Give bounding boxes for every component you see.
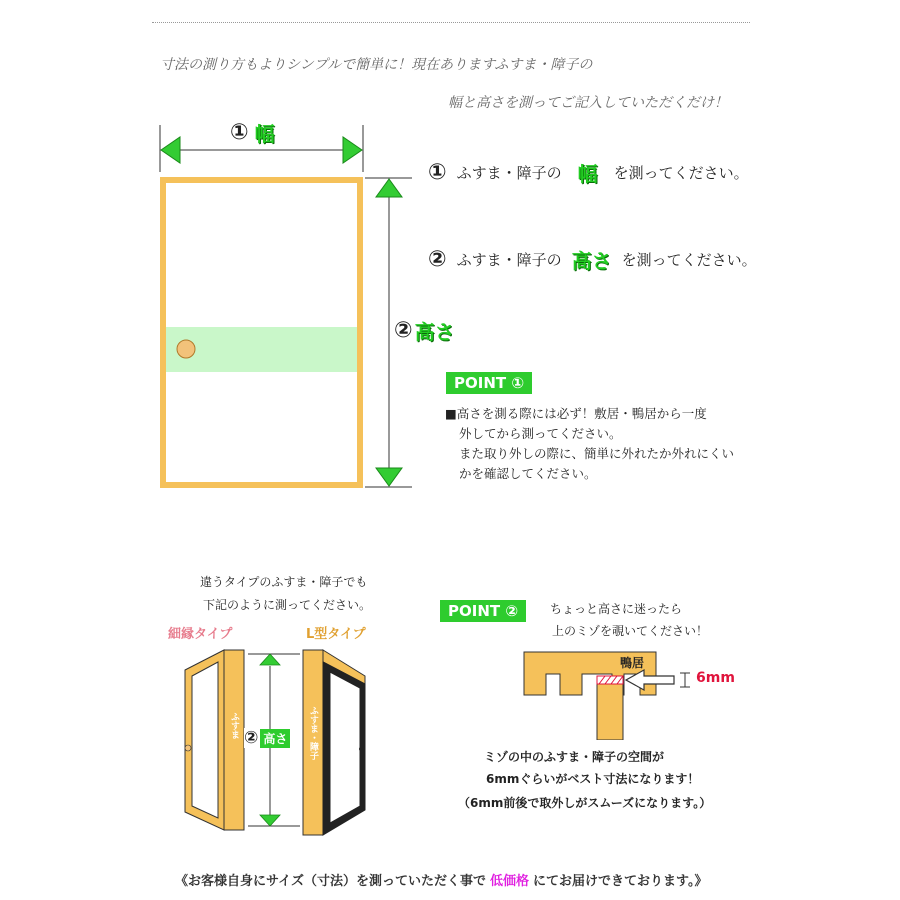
height-label-text: 高さ bbox=[414, 320, 455, 344]
step-height bbox=[428, 245, 757, 274]
footer-after: にてお届けできております。》 bbox=[532, 874, 708, 889]
step-highlight: 高さ bbox=[571, 249, 612, 273]
step-text-before: ふすま・障子の bbox=[456, 251, 562, 269]
point1-note bbox=[445, 404, 734, 484]
footer-before: 《お客様自身にサイズ（寸法）を測っていただく事で bbox=[175, 874, 486, 889]
height-arrow-top-head bbox=[376, 179, 402, 197]
types-arrow-bottom-head bbox=[260, 815, 280, 826]
types-diagram bbox=[0, 640, 420, 840]
type-a-edge bbox=[224, 650, 244, 830]
gap-label: 6mm bbox=[696, 670, 735, 686]
type-b-label: L型タイプ bbox=[306, 627, 366, 642]
door-pull bbox=[177, 340, 195, 358]
step-text-after: を測ってください。 bbox=[613, 164, 749, 182]
type-a-label: 細縁タイプ bbox=[168, 627, 233, 642]
footer-highlight: 低価格 bbox=[489, 874, 529, 889]
point2-line-1: ちょっと高さに迷ったら bbox=[550, 602, 683, 616]
type-b-inner bbox=[330, 672, 360, 823]
footer-note bbox=[175, 870, 707, 889]
point1-line: また取り外しの際に、簡単に外れたか外れにくい bbox=[459, 446, 735, 461]
step-num: ① bbox=[428, 160, 447, 185]
step-highlight: 幅 bbox=[577, 162, 598, 186]
step-text-after: を測ってください。 bbox=[621, 251, 757, 269]
door-in-groove bbox=[597, 676, 623, 740]
types-caption-1: 違うタイプのふすま・障子でも bbox=[200, 575, 368, 589]
point2-line-2: 上のミゾを覗いてください！ bbox=[552, 624, 709, 638]
types-height-text: 高さ bbox=[260, 729, 290, 748]
intro-line-2: 幅と高さを測ってご記入していただくだけ！ bbox=[448, 95, 728, 111]
step-width bbox=[428, 158, 749, 187]
point2-explain-2: 6mmぐらいがベスト寸法になります！ bbox=[486, 772, 700, 786]
type-b-pull bbox=[359, 746, 365, 752]
kamoi-label: 鴨居 bbox=[620, 656, 645, 670]
width-label bbox=[230, 118, 275, 147]
type-a-inner bbox=[192, 662, 218, 818]
width-arrow-right-head bbox=[343, 137, 362, 163]
types-caption-2: 下記のように測ってください。 bbox=[203, 598, 372, 612]
width-arrow-left-head bbox=[161, 137, 180, 163]
types-height-label bbox=[244, 728, 290, 748]
point1-line: 外してから測ってください。 bbox=[459, 426, 622, 441]
step-num: ② bbox=[428, 247, 447, 272]
type-b-edge-text: ふすま・障子 bbox=[308, 706, 318, 760]
height-label-num: ② bbox=[394, 318, 413, 343]
width-label-num: ① bbox=[230, 120, 249, 145]
height-arrow-bottom-head bbox=[376, 468, 402, 486]
width-label-text: 幅 bbox=[254, 122, 275, 146]
type-a-pull bbox=[185, 745, 191, 751]
types-arrow-top-head bbox=[260, 654, 280, 665]
intro-line-1: 寸法の測り方もよりシンプルで簡単に！現在ありますふすま・障子の bbox=[160, 57, 593, 73]
height-label bbox=[394, 316, 455, 345]
point1-line: かを確認してください。 bbox=[459, 466, 597, 481]
point2-explain-3: （6mm前後で取外しがスムーズになります。） bbox=[458, 796, 712, 810]
point1-line: ■高さを測る際には必ず！敷居・鴨居から一度 bbox=[445, 406, 707, 421]
type-a-edge-text: ふすま bbox=[229, 712, 239, 739]
point2-explain-1: ミゾの中のふすま・障子の空間が bbox=[484, 750, 665, 764]
step-text-before: ふすま・障子の bbox=[456, 164, 562, 182]
point2-badge: POINT ② bbox=[440, 600, 526, 622]
types-height-num: ② bbox=[244, 728, 259, 748]
point1-badge: POINT ① bbox=[446, 372, 532, 394]
